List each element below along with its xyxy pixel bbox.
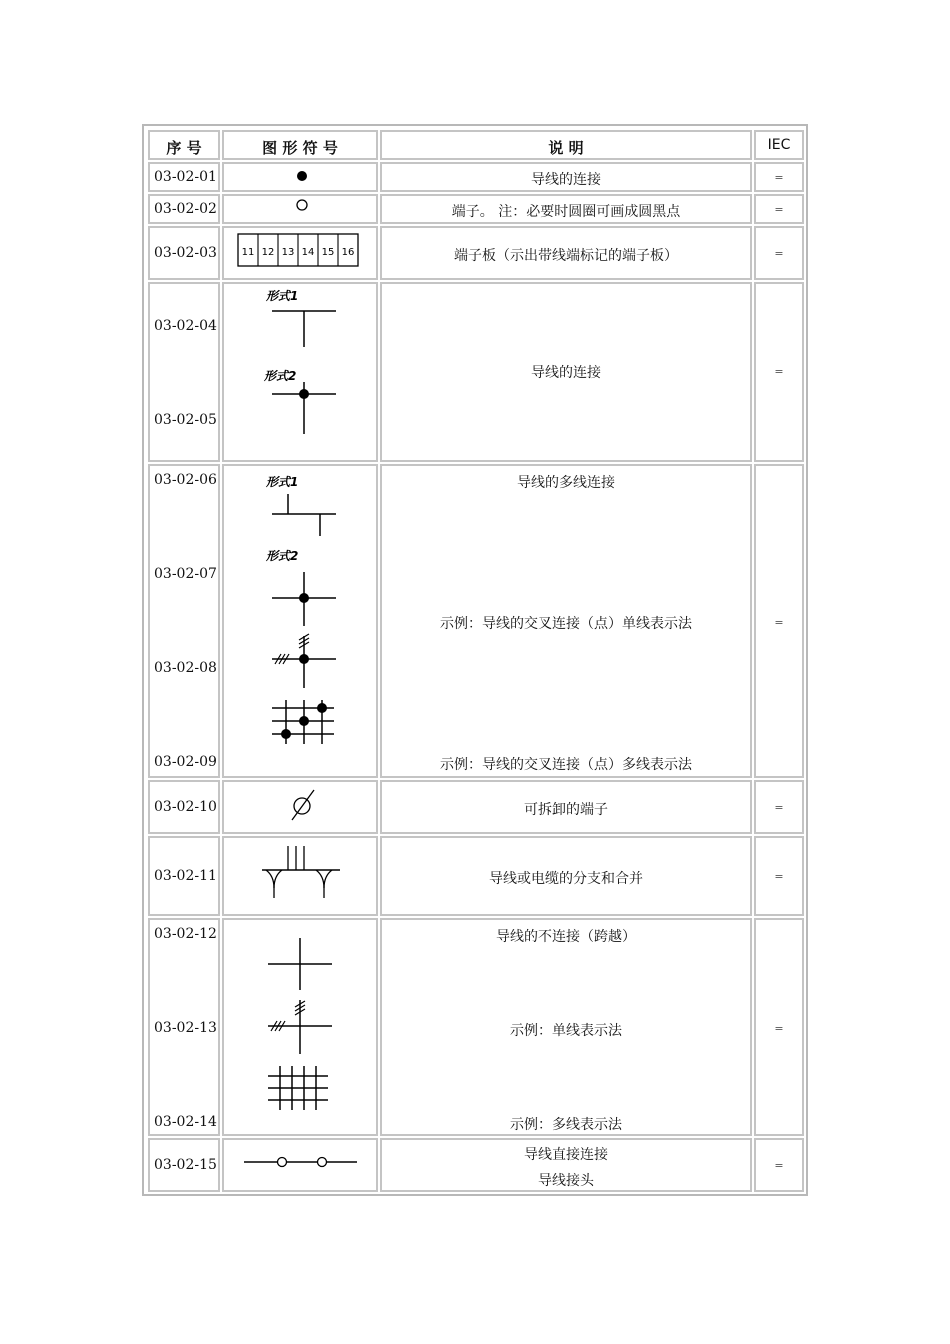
iec-cell xyxy=(754,1138,804,1192)
desc-cell xyxy=(380,1138,752,1192)
desc-cell xyxy=(380,464,752,778)
iec-value: = xyxy=(774,1159,784,1172)
header-symbol xyxy=(222,130,378,160)
row-desc: 导线的多线连接 xyxy=(517,475,615,491)
row-desc: 可拆卸的端子 xyxy=(524,802,608,818)
symbol-cell xyxy=(222,282,378,462)
desc-cell xyxy=(380,918,752,1136)
row-id: 03-02-10 xyxy=(154,799,217,815)
symbol-cell xyxy=(222,1138,378,1192)
header-iec xyxy=(754,130,804,160)
header-symbol-text: 图 形 符 号 xyxy=(262,139,338,157)
direct-joint-symbol xyxy=(224,1140,376,1190)
header-desc-text: 说 明 xyxy=(548,139,584,157)
row-desc: 导线或电缆的分支和合并 xyxy=(489,871,643,887)
table-row xyxy=(148,282,220,462)
symbol-cell xyxy=(222,780,378,834)
iec-cell xyxy=(754,194,804,224)
desc-cell xyxy=(380,194,752,224)
row-desc: 示例：单线表示法 xyxy=(510,1023,622,1039)
iec-value: = xyxy=(774,247,784,260)
row-id: 03-02-02 xyxy=(154,201,217,217)
table-row xyxy=(148,194,220,224)
multi-connection-symbols xyxy=(224,466,376,776)
terminal-board-symbol xyxy=(224,228,376,278)
terminal-circle-symbol xyxy=(224,196,376,222)
table-row xyxy=(148,780,220,834)
row-desc: 示例：导线的交叉连接（点）单线表示法 xyxy=(440,616,692,632)
row-id: 03-02-04 xyxy=(154,318,217,334)
connection-dot-symbol xyxy=(224,164,376,190)
row-id: 03-02-15 xyxy=(154,1157,217,1173)
symbol-cell xyxy=(222,464,378,778)
table-row xyxy=(148,836,220,916)
iec-value: = xyxy=(774,1022,784,1035)
row-id: 03-02-05 xyxy=(154,412,217,428)
form-label: 形式1 xyxy=(266,289,299,303)
crossing-symbols xyxy=(224,920,376,1134)
terminal-label: 14 xyxy=(301,247,315,258)
row-id: 03-02-07 xyxy=(154,566,217,582)
desc-cell xyxy=(380,282,752,462)
iec-value: = xyxy=(774,365,784,378)
iec-cell xyxy=(754,780,804,834)
form-label: 形式2 xyxy=(266,549,299,563)
row-id: 03-02-09 xyxy=(154,754,217,770)
symbol-cell xyxy=(222,918,378,1136)
table-row xyxy=(148,162,220,192)
row-desc: 导线接头 xyxy=(538,1173,594,1189)
symbol-cell xyxy=(222,836,378,916)
iec-cell xyxy=(754,162,804,192)
row-desc: 端子板（示出带线端标记的端子板） xyxy=(454,248,678,264)
row-id: 03-02-14 xyxy=(154,1114,217,1130)
row-id: 03-02-11 xyxy=(154,868,217,884)
table-row xyxy=(148,1138,220,1192)
header-seq xyxy=(148,130,220,160)
row-id: 03-02-03 xyxy=(154,245,217,261)
iec-value: = xyxy=(774,203,784,216)
symbol-cell xyxy=(222,226,378,280)
row-desc: 导线的连接 xyxy=(531,172,601,188)
desc-cell xyxy=(380,836,752,916)
iec-value: = xyxy=(774,870,784,883)
desc-cell xyxy=(380,780,752,834)
t-junction-symbols xyxy=(224,284,376,460)
iec-cell xyxy=(754,282,804,462)
iec-value: = xyxy=(774,171,784,184)
row-desc: 导线的连接 xyxy=(531,365,601,381)
row-id: 03-02-01 xyxy=(154,169,217,185)
row-desc: 示例：多线表示法 xyxy=(510,1117,622,1133)
terminal-label: 11 xyxy=(241,247,255,258)
row-id: 03-02-08 xyxy=(154,660,217,676)
row-id: 03-02-06 xyxy=(154,472,217,488)
header-seq-text: 序 号 xyxy=(166,139,202,157)
row-id: 03-02-12 xyxy=(154,926,217,942)
iec-cell xyxy=(754,464,804,778)
form-label: 形式1 xyxy=(266,475,299,489)
branch-merge-symbol xyxy=(224,838,376,914)
desc-cell xyxy=(380,162,752,192)
table-row xyxy=(148,464,220,778)
terminal-label: 15 xyxy=(321,247,335,258)
row-desc: 端子。 注：必要时圆圈可画成圆黑点 xyxy=(451,204,681,220)
symbol-table xyxy=(142,124,808,1196)
row-desc: 导线直接连接 xyxy=(524,1147,608,1163)
iec-value: = xyxy=(774,616,784,629)
table-row xyxy=(148,226,220,280)
symbol-cell xyxy=(222,194,378,224)
iec-cell xyxy=(754,226,804,280)
row-desc: 导线的不连接（跨越） xyxy=(496,929,636,945)
row-id: 03-02-13 xyxy=(154,1020,217,1036)
form-label: 形式2 xyxy=(264,369,297,383)
terminal-label: 16 xyxy=(341,247,355,258)
iec-cell xyxy=(754,836,804,916)
detachable-terminal-symbol xyxy=(224,782,376,832)
header-iec-text: IEC xyxy=(767,137,791,153)
symbol-cell xyxy=(222,162,378,192)
iec-cell xyxy=(754,918,804,1136)
terminal-label: 12 xyxy=(261,247,275,258)
terminal-label: 13 xyxy=(281,247,295,258)
row-desc: 示例：导线的交叉连接（点）多线表示法 xyxy=(440,757,692,773)
desc-cell xyxy=(380,226,752,280)
iec-value: = xyxy=(774,801,784,814)
table-row xyxy=(148,918,220,1136)
header-desc xyxy=(380,130,752,160)
